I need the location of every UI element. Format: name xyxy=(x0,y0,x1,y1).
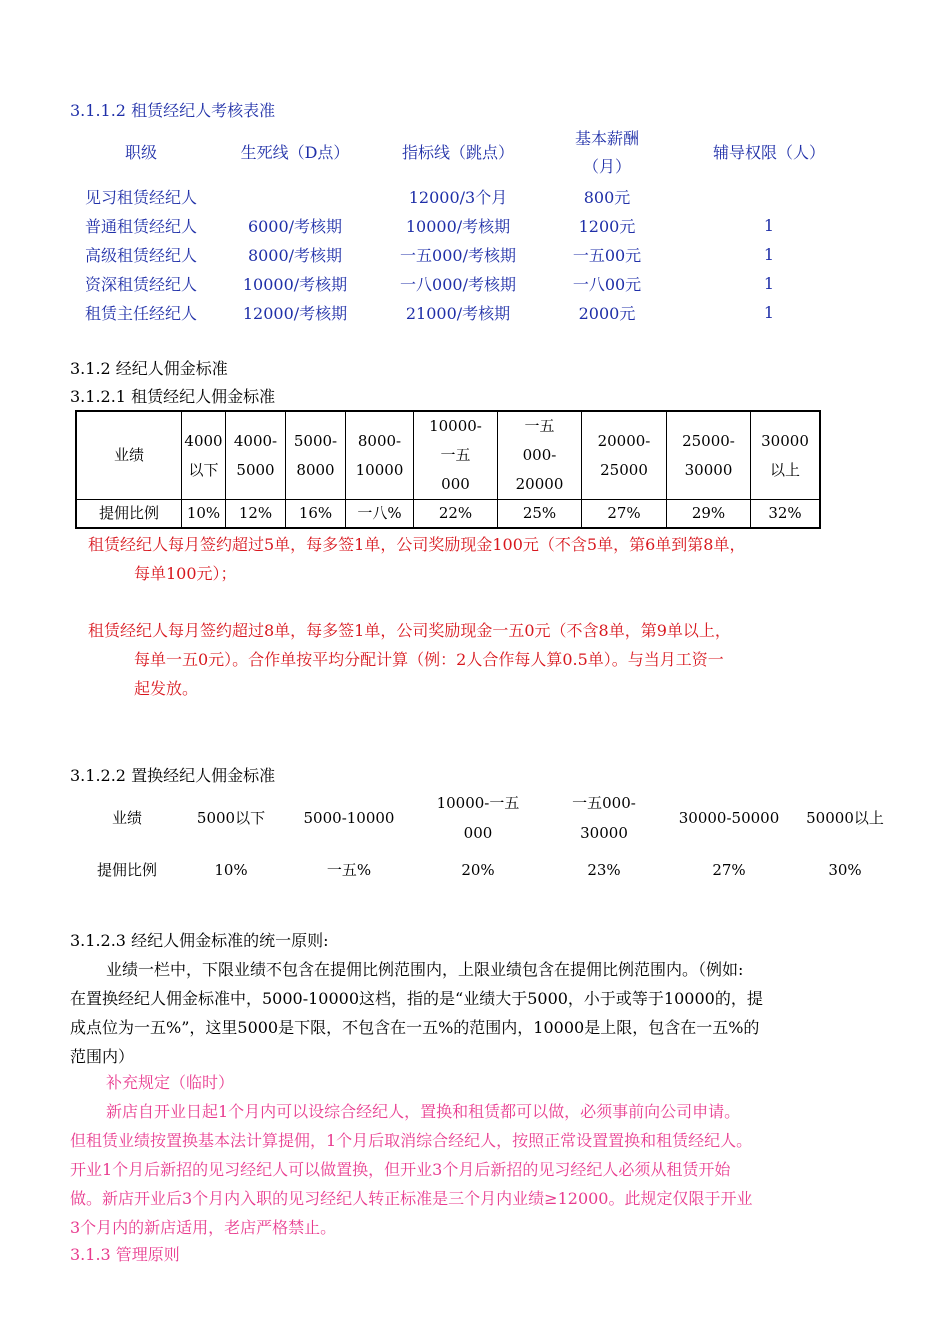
cell-text-line: 4000 xyxy=(184,431,223,450)
table-cell: 12000/3个月 xyxy=(408,188,508,207)
principle-line-4: 范围内） xyxy=(70,1047,135,1066)
table-cell xyxy=(182,411,226,500)
table-cell: 租赁主任经纪人 xyxy=(84,304,197,323)
cell-text-line: 20000 xyxy=(515,475,564,493)
cell-text-line: 25000 xyxy=(600,460,648,479)
table-cell: 资深租赁经纪人 xyxy=(84,275,197,294)
cell-text-line: 4000- xyxy=(233,431,278,450)
cell-text-line: 5000- xyxy=(293,431,338,450)
cell-text-line: 一五 xyxy=(440,446,471,464)
cell-text-line: 8000 xyxy=(296,460,335,479)
table-cell: 1200元 xyxy=(578,217,636,236)
table-cell: 22% xyxy=(414,500,498,529)
table-cell xyxy=(290,788,408,848)
supplement-line-5: 3个月内的新店适用，老店严格禁止。 xyxy=(70,1218,337,1237)
table-cell xyxy=(798,788,892,848)
table-cell: 23% xyxy=(587,861,621,879)
cell-text-line: 一五000- xyxy=(572,794,636,812)
supplement-title: 补充规定（临时） xyxy=(106,1073,235,1092)
table-cell: 见习租赁经纪人 xyxy=(84,188,197,207)
cell-text-line: 8000- xyxy=(357,431,402,450)
table-cell: 30% xyxy=(828,861,862,879)
red-note-1-line2: 每单100元）； xyxy=(134,564,237,583)
supplement-line-4: 做。新店开业后3个月内入职的见习经纪人转正标准是三个月内业绩≥12000。此规定仅限于开业 xyxy=(70,1189,753,1208)
table-cell: 12000/考核期 xyxy=(242,304,348,323)
table-cell: 10% xyxy=(214,861,248,879)
table-cell xyxy=(408,788,548,848)
cell-text-line: 30000 xyxy=(580,824,628,842)
cell-text-line: 10000- xyxy=(429,417,482,435)
header-target-line: 指标线（跳点） xyxy=(401,143,514,162)
principle-line-2: 在置换经纪人佣金标准中，5000-10000这档，指的是“业绩大于5000，小于或等于10000的，提 xyxy=(70,989,763,1008)
cell-text-line: 10000-一五 xyxy=(436,794,520,812)
table-cell: 32% xyxy=(751,500,821,529)
row-label-commission-rate: 提佣比例 xyxy=(96,861,157,879)
header-level: 职级 xyxy=(124,143,157,162)
principle-line-3: 成点位为一五%”，这里5000是下限，不包含在一五%的范围内，10000是上限，包含在一五%的 xyxy=(70,1018,760,1037)
rental-assessment-table xyxy=(66,124,866,327)
exchange-commission-table xyxy=(82,788,892,892)
table-cell xyxy=(414,411,498,500)
section-3121-title: 3.1.2.1 租赁经纪人佣金标准 xyxy=(70,387,276,406)
cell-text-line: 一五 xyxy=(524,417,555,435)
table-cell: 2000元 xyxy=(578,304,636,323)
table-header-row xyxy=(66,124,866,182)
cell-text-line: 000- xyxy=(522,446,557,464)
supplement-line-3: 开业1个月后新招的见习经纪人可以做置换，但开业3个月后新招的见习经纪人必须从租赁开始 xyxy=(70,1160,731,1179)
cell-text-line: 以上 xyxy=(769,460,800,479)
cell-text-line: 10000 xyxy=(355,460,404,479)
table-cell xyxy=(226,411,286,500)
table-cell xyxy=(751,411,821,500)
table-cell: 8000/考核期 xyxy=(247,246,343,265)
header-base-salary-line1: 基本薪酬 xyxy=(574,129,639,148)
table-row xyxy=(76,500,820,529)
cell-text-line: 5000以下 xyxy=(196,809,266,827)
table-cell xyxy=(172,788,290,848)
cell-text-line: 以下 xyxy=(188,460,219,479)
cell-text-line: 30000-50000 xyxy=(678,809,780,827)
table-cell: 21000/考核期 xyxy=(405,304,511,323)
table-cell: 20% xyxy=(461,861,495,879)
table-cell xyxy=(548,788,660,848)
row-label-performance: 业绩 xyxy=(111,809,142,827)
table-cell: 一八% xyxy=(346,500,414,529)
table-cell: 一五% xyxy=(326,861,372,879)
table-cell xyxy=(582,411,667,500)
table-cell: 29% xyxy=(667,500,751,529)
table-cell: 一五000/考核期 xyxy=(400,246,516,265)
table-cell: 6000/考核期 xyxy=(247,217,343,236)
header-base-salary xyxy=(542,124,672,182)
table-cell: 1 xyxy=(763,245,775,264)
table-cell: 27% xyxy=(712,861,746,879)
section-312-title: 3.1.2 经纪人佣金标准 xyxy=(70,359,228,378)
cell-text-line: 000 xyxy=(441,475,470,493)
table-cell xyxy=(672,182,866,211)
table-row xyxy=(66,211,866,240)
header-survival-line: 生死线（D点） xyxy=(240,143,350,162)
table-row xyxy=(82,788,892,848)
table-row xyxy=(66,269,866,298)
table-cell xyxy=(216,182,374,211)
table-cell: 25% xyxy=(498,500,582,529)
row-label-performance: 业绩 xyxy=(76,411,182,500)
cell-text-line: 25000- xyxy=(682,431,735,450)
table-cell: 12% xyxy=(226,500,286,529)
supplement-line-1: 新店自开业日起1个月内可以设综合经纪人，置换和租赁都可以做，必须事前向公司申请。 xyxy=(106,1102,741,1121)
table-cell: 800元 xyxy=(583,188,631,207)
principle-line-1: 业绩一栏中，下限业绩不包含在提佣比例范围内，上限业绩包含在提佣比例范围内。（例如: xyxy=(106,960,744,979)
table-cell: 一八000/考核期 xyxy=(400,275,516,294)
table-row xyxy=(82,848,892,892)
table-cell: 27% xyxy=(582,500,667,529)
table-cell: 1 xyxy=(763,303,775,322)
table-row xyxy=(66,298,866,327)
table-cell: 1 xyxy=(763,274,775,293)
cell-text-line: 5000 xyxy=(236,460,275,479)
table-cell: 一五00元 xyxy=(572,246,642,265)
red-note-2-line2: 每单一五0元）。合作单按平均分配计算（例：2人合作每人算0.5单）。与当月工资一 xyxy=(134,650,724,669)
table-row xyxy=(76,411,820,500)
table-cell: 10000/考核期 xyxy=(242,275,348,294)
table-row xyxy=(66,240,866,269)
red-note-2-line3: 起发放。 xyxy=(134,679,199,698)
section-313-title: 3.1.3 管理原则 xyxy=(70,1245,180,1264)
red-note-2-line1: 租赁经纪人每月签约超过8单，每多签1单，公司奖励现金一五0元（不含8单，第9单以上， xyxy=(88,621,731,640)
section-3112-title: 3.1.1.2 租赁经纪人考核表准 xyxy=(70,101,276,120)
table-cell: 10000/考核期 xyxy=(405,217,511,236)
table-cell: 10% xyxy=(182,500,226,529)
header-base-salary-line2: （月） xyxy=(582,157,631,176)
rental-commission-table xyxy=(75,410,821,529)
table-cell: 1 xyxy=(763,216,775,235)
table-cell xyxy=(498,411,582,500)
supplement-line-2: 但租赁业绩按置换基本法计算提佣，1个月后取消综合经纪人，按照正常设置置换和租赁经纪人。 xyxy=(70,1131,753,1150)
header-coaching-limit: 辅导权限（人） xyxy=(712,143,825,162)
row-label-commission-rate: 提佣比例 xyxy=(76,500,182,529)
cell-text-line: 000 xyxy=(463,824,493,842)
table-cell xyxy=(286,411,346,500)
table-cell: 高级租赁经纪人 xyxy=(84,246,197,265)
section-3123-title: 3.1.2.3 经纪人佣金标准的统一原则: xyxy=(70,931,329,950)
table-cell: 一八00元 xyxy=(572,275,642,294)
cell-text-line: 50000以上 xyxy=(806,809,884,827)
table-row xyxy=(66,182,866,211)
table-cell xyxy=(346,411,414,500)
table-cell xyxy=(667,411,751,500)
cell-text-line: 5000-10000 xyxy=(303,809,395,827)
section-3122-title: 3.1.2.2 置换经纪人佣金标准 xyxy=(70,766,276,785)
cell-text-line: 30000 xyxy=(761,431,809,450)
table-cell: 普通租赁经纪人 xyxy=(84,217,197,236)
table-cell xyxy=(660,788,798,848)
cell-text-line: 30000 xyxy=(684,460,733,479)
table-cell: 16% xyxy=(286,500,346,529)
red-note-1-line1: 租赁经纪人每月签约超过5单，每多签1单，公司奖励现金100元（不含5单，第6单到第8单， xyxy=(88,535,746,554)
cell-text-line: 20000- xyxy=(597,431,651,450)
